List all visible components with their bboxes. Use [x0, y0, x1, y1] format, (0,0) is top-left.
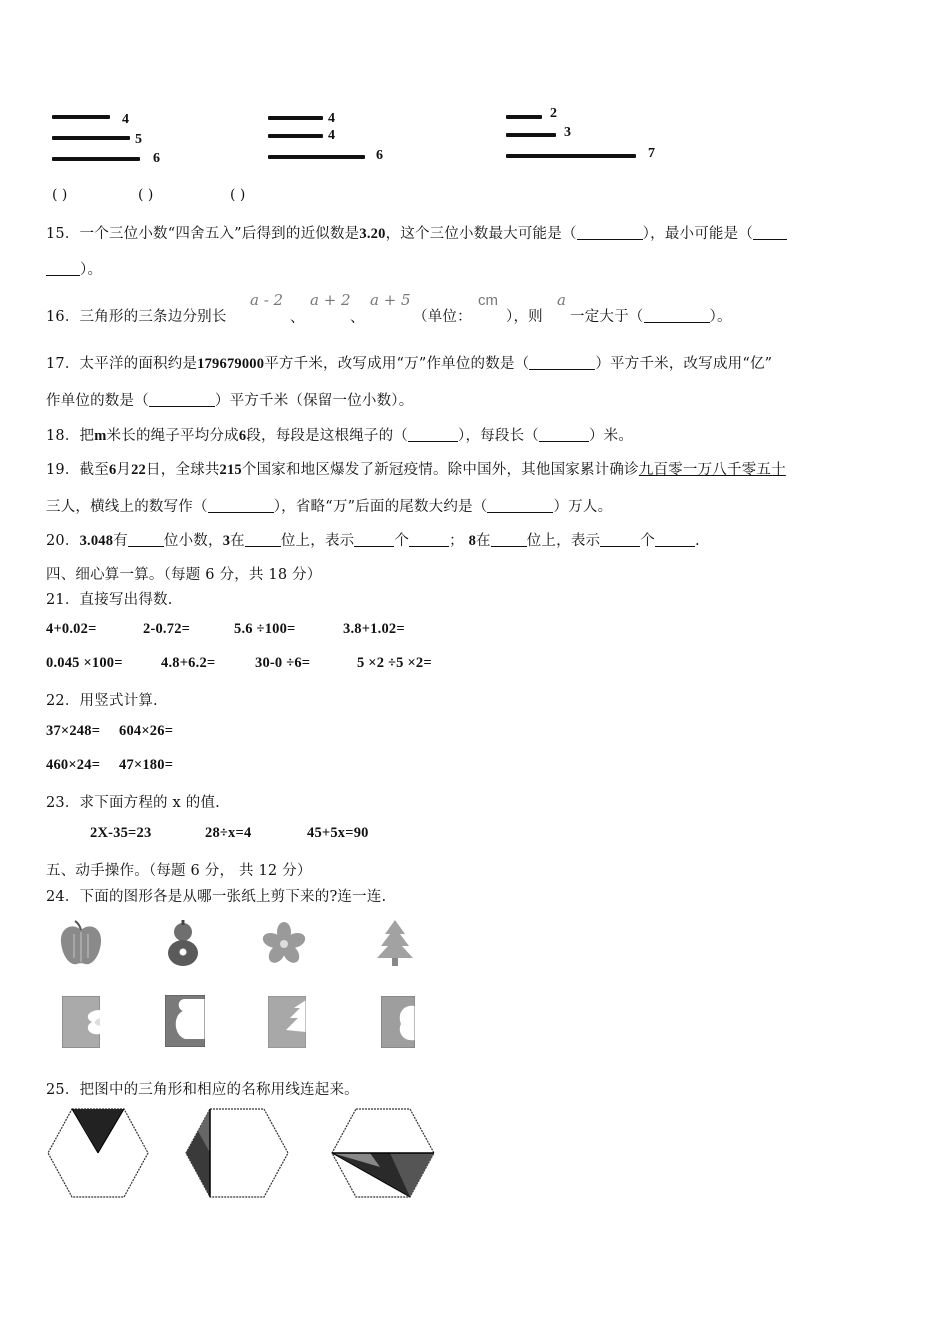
question-15: 15．一个三位小数“四舍五入”后得到的近似数是3.20，这个三位小数最大可能是（ ），最小可能是（: [46, 222, 787, 243]
segment-label: 6: [153, 151, 160, 166]
segment-label: 4: [328, 128, 335, 143]
question-23-title: 23．求下面方程的 x 的值.: [46, 795, 220, 811]
question-17-cont: 作单位的数是（ ）平方千米（保留一位小数）。: [46, 389, 413, 410]
question-18: 18．把m米长的绳子平均分成6段，每段是这根绳子的（ ），每段长（ ）米。: [46, 424, 633, 445]
question-25-title: 25．把图中的三角形和相应的名称用线连起来。: [46, 1082, 359, 1098]
calc-item: 3.8+1.02=: [343, 621, 405, 637]
answer-blank[interactable]: ( ): [52, 187, 68, 203]
equation: 2X-35=23: [90, 825, 152, 841]
question-20: 20．3.048有 位小数，3在 位上，表示 个 ； 8在 位上，表示 个 .: [46, 529, 700, 550]
question-19-cont: 三人，横线上的数写作（ ），省略“万”后面的尾数大约是（ ）万人。: [46, 495, 612, 516]
segment-label: 6: [376, 148, 383, 163]
segment-label: 4: [122, 112, 129, 127]
section-4-heading: 四、细心算一算。（每题 6 分，共 18 分）: [46, 567, 322, 583]
segment: [268, 155, 365, 159]
answer-blank[interactable]: ( ): [138, 187, 154, 203]
expr-a-plus-2: a + 2: [310, 291, 351, 309]
paper-flower-cut: [62, 996, 100, 1048]
flower-icon: [262, 922, 306, 964]
hexagon-figure-1: [46, 1107, 150, 1199]
answer-blank[interactable]: [46, 260, 80, 276]
equation: 45+5x=90: [307, 825, 369, 841]
var-a: a: [557, 291, 566, 309]
answer-blank[interactable]: [409, 531, 449, 547]
segment: [506, 154, 636, 158]
answer-blank[interactable]: [577, 224, 643, 240]
expr-a-minus-2: a - 2: [250, 291, 284, 309]
segment: [52, 157, 140, 161]
calc-item: 5.6 ÷100=: [234, 621, 296, 637]
segment-label: 5: [135, 132, 142, 147]
question-16: 16．三角形的三条边分别长: [46, 309, 227, 325]
calc-item: 37×248=: [46, 723, 101, 739]
paper-tree-cut: [268, 996, 306, 1048]
segment: [52, 136, 130, 140]
question-19: 19．截至6月22日，全球共215个国家和地区爆发了新冠疫情。除中国外，其他国家累计确诊九百零一万八千零五十: [46, 462, 786, 478]
calc-item: 0.045 ×100=: [46, 655, 123, 671]
segment-label: 2: [550, 106, 557, 121]
calc-item: 5 ×2 ÷5 ×2=: [357, 655, 432, 671]
hexagon-figure-3: [330, 1107, 436, 1199]
answer-blank[interactable]: [644, 307, 710, 323]
calc-item: 30-0 ÷6=: [255, 655, 311, 671]
calc-item: 2-0.72=: [143, 621, 191, 637]
segment-label: 3: [564, 125, 571, 140]
question-24-title: 24．下面的图形各是从哪一张纸上剪下来的?连一连.: [46, 889, 387, 905]
unit-cm: cm: [478, 292, 498, 309]
answer-blank[interactable]: [149, 391, 215, 407]
segment-label: 4: [328, 111, 335, 126]
answer-blank[interactable]: [487, 497, 553, 513]
paper-gourd-cut: [165, 995, 205, 1047]
segment: [506, 133, 556, 137]
answer-blank[interactable]: [128, 531, 164, 547]
section-5-heading: 五、动手操作。（每题 6 分， 共 12 分）: [46, 863, 312, 879]
answer-blank[interactable]: [753, 224, 787, 240]
paper-apple-cut: [381, 996, 415, 1048]
answer-blank[interactable]: [354, 531, 394, 547]
calc-item: 604×26=: [119, 723, 174, 739]
expr-a-plus-5: a + 5: [370, 291, 411, 309]
calc-item: 47×180=: [119, 757, 174, 773]
answer-blank[interactable]: [491, 531, 527, 547]
equation: 28÷x=4: [205, 825, 252, 841]
answer-blank[interactable]: [408, 426, 458, 442]
segment: [506, 115, 542, 119]
answer-blank[interactable]: ( ): [230, 187, 246, 203]
tree-icon: [377, 920, 413, 966]
segment: [268, 116, 323, 120]
calc-item: 460×24=: [46, 757, 101, 773]
segment: [52, 115, 110, 119]
answer-blank[interactable]: [539, 426, 589, 442]
answer-blank[interactable]: [600, 531, 640, 547]
apple-icon: [58, 920, 104, 968]
answer-blank[interactable]: [655, 531, 695, 547]
question-22-title: 22．用竖式计算.: [46, 693, 158, 709]
calc-item: 4.8+6.2=: [161, 655, 216, 671]
question-17: 17．太平洋的面积约是179679000平方千米，改写成用“万”作单位的数是（ ）平方千米，改写成用“亿”: [46, 352, 772, 373]
segment-label: 7: [648, 146, 655, 161]
calc-item: 4+0.02=: [46, 621, 97, 637]
question-21-title: 21．直接写出得数.: [46, 592, 173, 608]
question-15-cont: ）。: [46, 258, 102, 279]
answer-blank[interactable]: [208, 497, 274, 513]
answer-blank[interactable]: [245, 531, 281, 547]
gourd-icon: [166, 920, 200, 968]
answer-blank[interactable]: [529, 354, 595, 370]
segment: [268, 134, 323, 138]
hexagon-figure-2: [184, 1107, 290, 1199]
